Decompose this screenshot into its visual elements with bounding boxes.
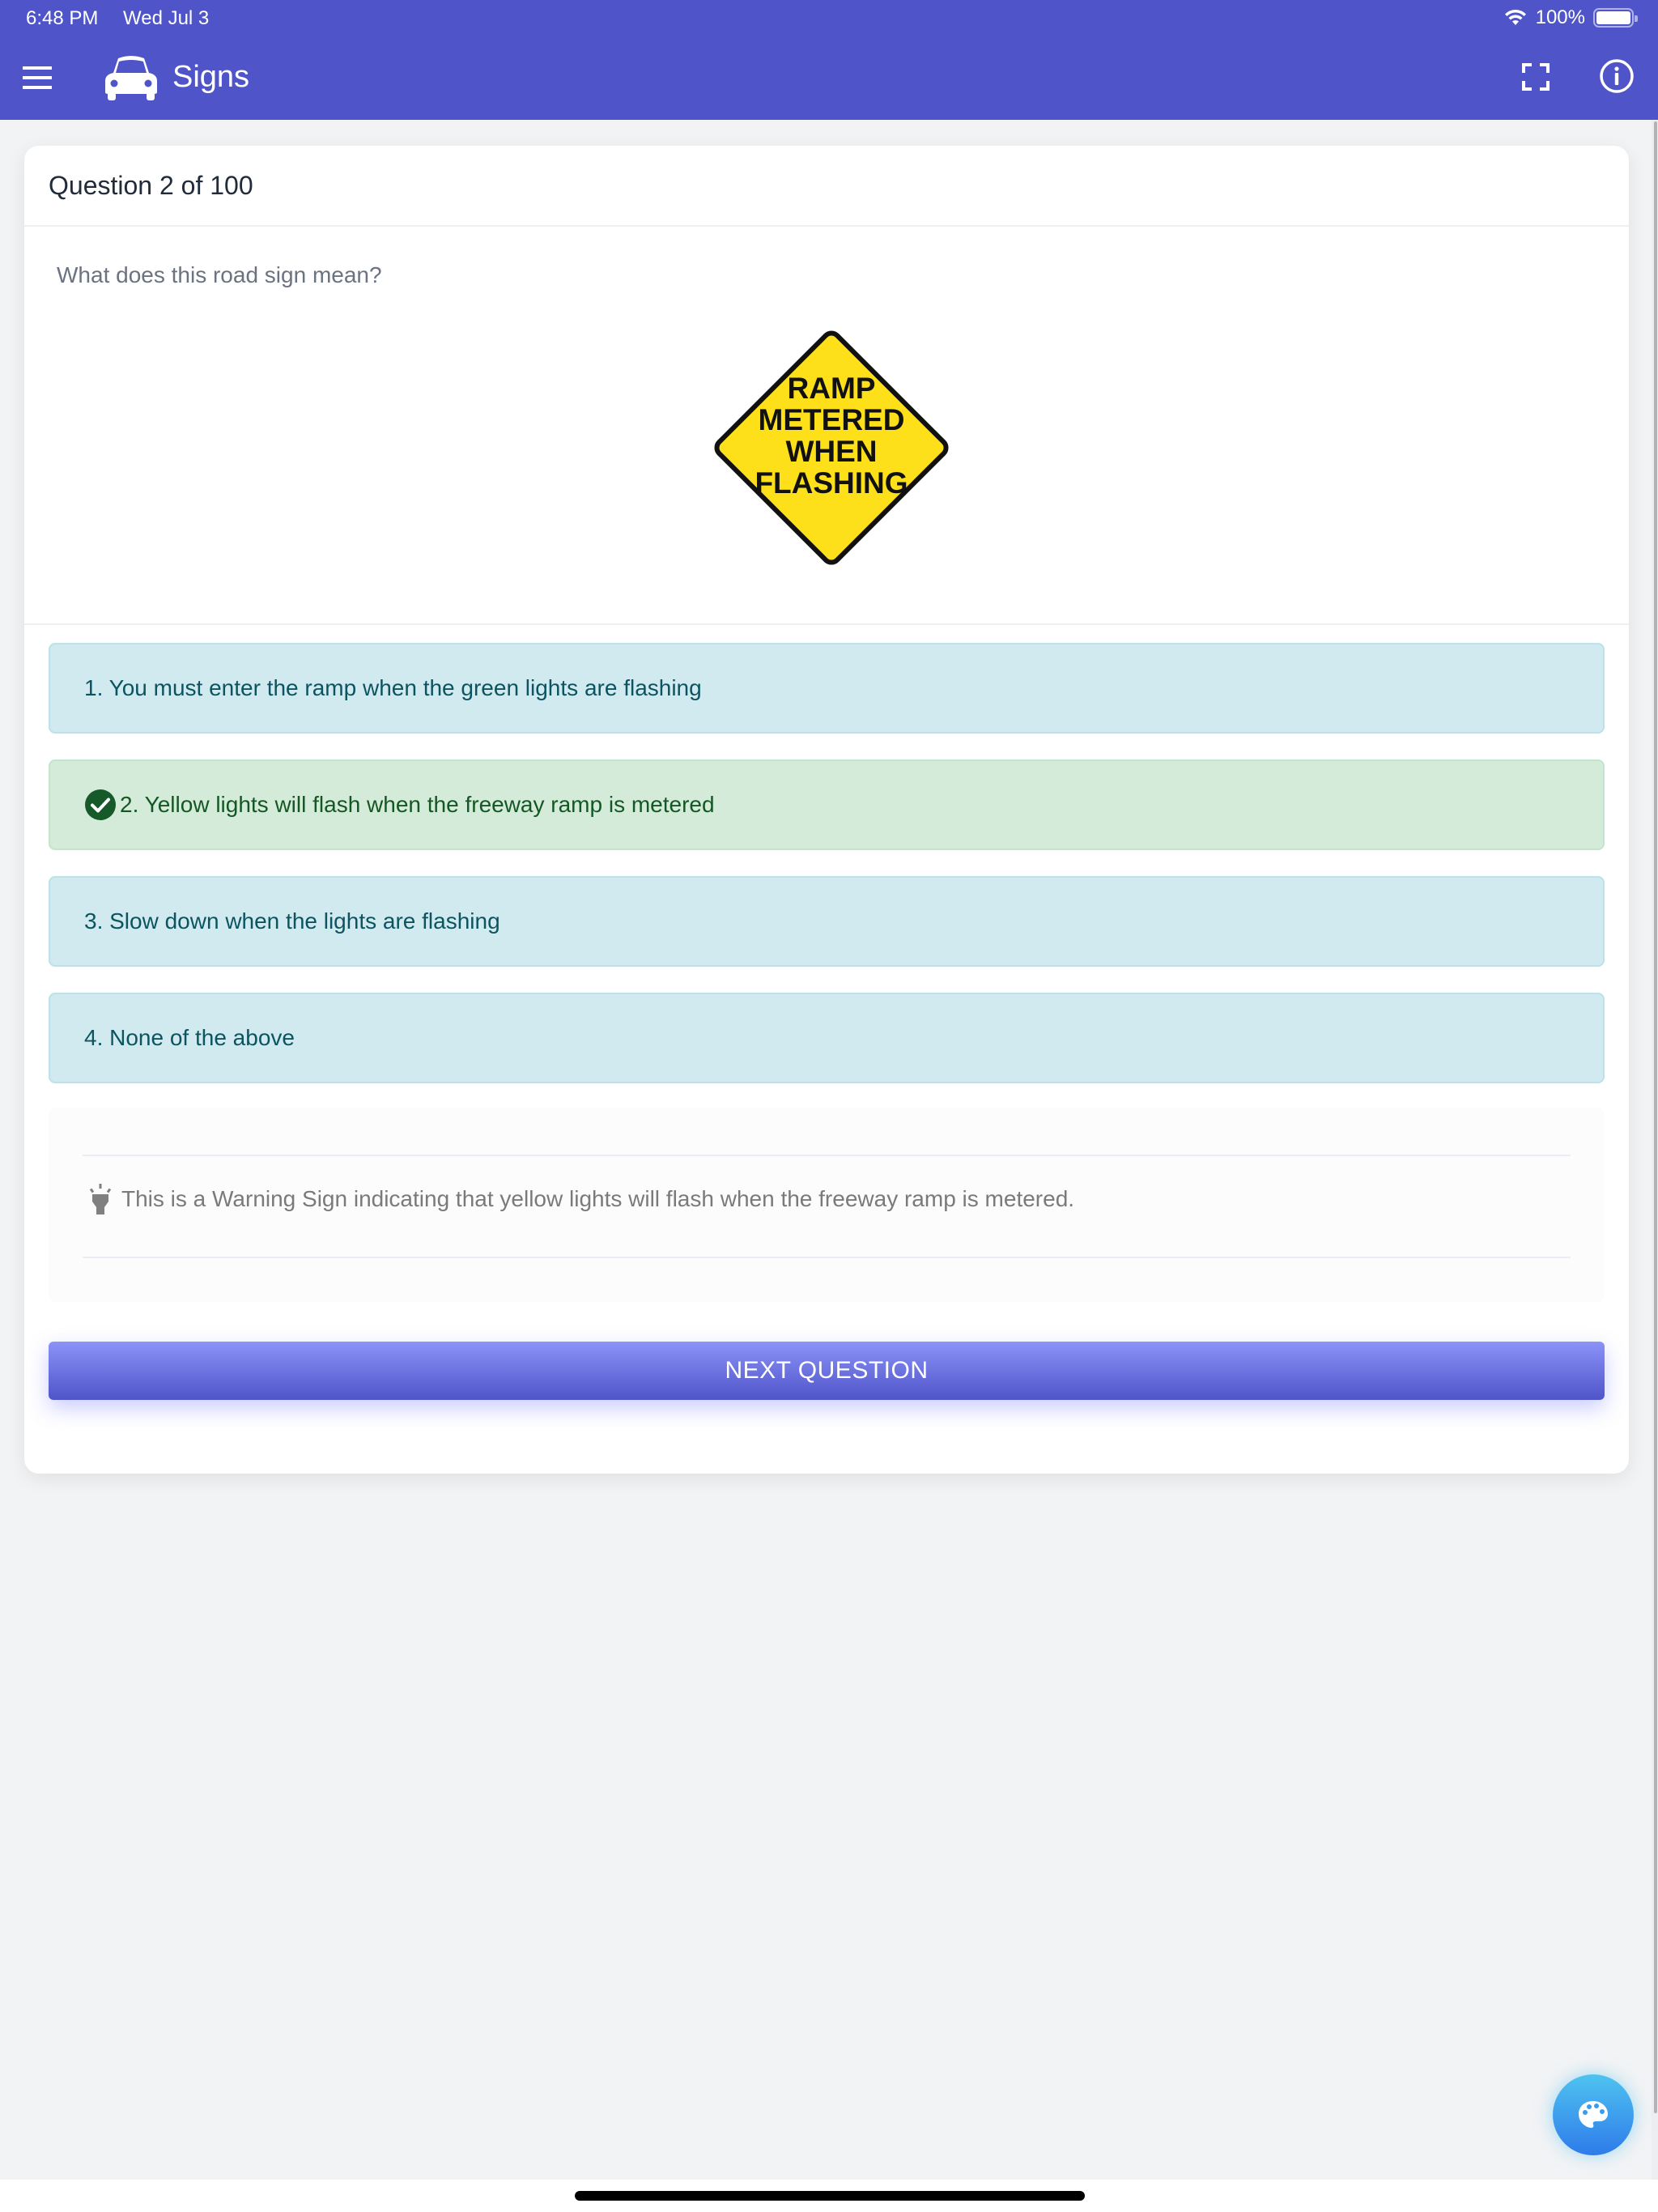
fullscreen-icon[interactable] [1522, 63, 1550, 91]
theme-fab-button[interactable] [1553, 2074, 1634, 2155]
answer-list [49, 643, 1605, 1109]
status-right [1503, 6, 1634, 29]
battery-icon [1593, 8, 1634, 28]
app-bar [0, 0, 1658, 120]
sign-line-4: FLASHING [755, 466, 908, 500]
car-icon [104, 53, 159, 102]
answer-option-1[interactable] [49, 643, 1605, 734]
status-date: Wed Jul 3 [123, 7, 210, 29]
answer-label: 4. None of the above [84, 1025, 295, 1050]
scrollbar-thumb[interactable] [1654, 121, 1657, 2113]
explanation-row [86, 1182, 1074, 1216]
question-counter: Question 2 of 100 [49, 170, 253, 200]
palette-icon [1577, 2099, 1609, 2130]
question-text: What does this road sign mean? [57, 262, 382, 287]
divider [83, 1257, 1571, 1258]
menu-icon-bar [23, 76, 52, 79]
home-indicator[interactable] [575, 2191, 1085, 2201]
flashlight-icon [86, 1182, 115, 1216]
answer-option-2[interactable] [49, 759, 1605, 850]
toolbar [0, 37, 1658, 120]
next-question-button[interactable]: NEXT QUESTION [49, 1342, 1605, 1400]
divider [83, 1155, 1571, 1156]
status-bar [0, 0, 1658, 37]
question-card [24, 146, 1629, 1474]
answer-option-3[interactable] [49, 876, 1605, 967]
wifi-icon [1503, 9, 1528, 27]
answer-label: 1. You must enter the ramp when the green lights are flashing [84, 675, 702, 700]
explanation-text: This is a Warning Sign indicating that yellow lights will flash when the freeway ramp is metered. [121, 1186, 1075, 1211]
menu-button[interactable] [23, 62, 55, 94]
road-sign-image [698, 314, 965, 581]
answer-option-4[interactable] [49, 993, 1605, 1083]
app-title: Signs [172, 60, 250, 94]
sign-line-3: WHEN [785, 435, 878, 468]
menu-icon-bar [23, 86, 52, 89]
answer-label: 3. Slow down when the lights are flashing [84, 908, 500, 934]
sign-line-1: RAMP [787, 372, 876, 405]
explanation-box [49, 1108, 1605, 1302]
card-header [24, 146, 1629, 227]
battery-percent: 100% [1535, 6, 1585, 28]
status-time: 6:48 PM [26, 7, 99, 29]
answer-label: 2. Yellow lights will flash when the freeway ramp is metered [120, 792, 715, 817]
info-icon[interactable] [1599, 58, 1635, 94]
check-circle-icon [84, 789, 117, 821]
question-area [24, 227, 1629, 625]
sign-line-2: METERED [758, 403, 905, 436]
menu-icon-bar [23, 66, 52, 70]
